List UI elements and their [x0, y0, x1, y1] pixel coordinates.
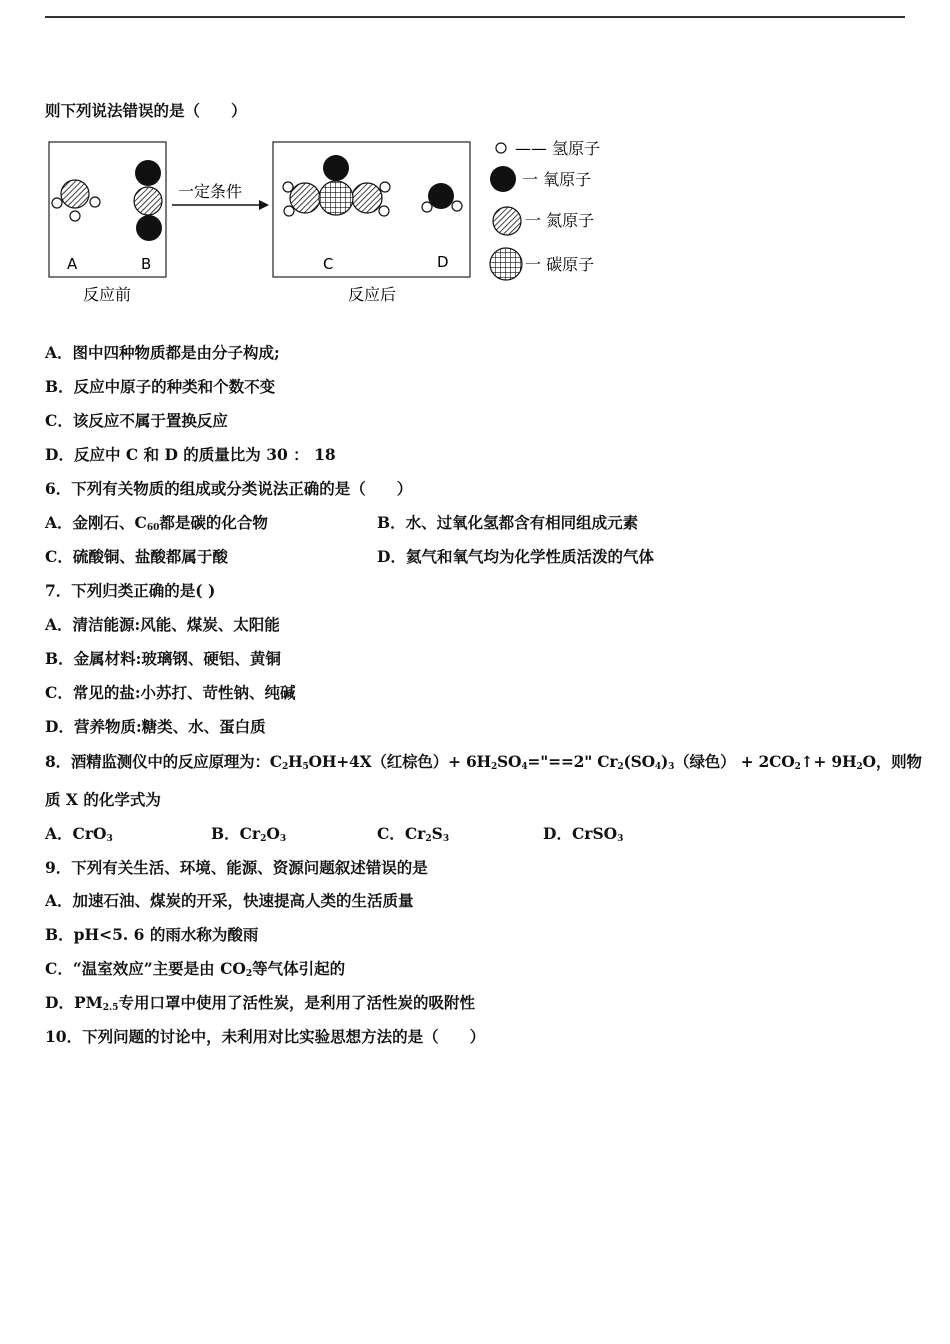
label-a: A	[67, 255, 78, 273]
q8-option-d: D．CrSO$_3$	[543, 824, 624, 844]
legend-nitrogen: 一 氮原子	[525, 211, 595, 230]
legend-oxygen: 一 氧原子	[522, 170, 592, 189]
header-rule	[45, 16, 905, 18]
q6-option-b: B．水、过氧化氢都含有相同组成元素	[377, 513, 639, 532]
q8-stem: 8．酒精监测仪中的反应原理为：$C_2H_5OH+4X$（红棕色）+ $6H_2SO_4="==2$" $Cr_2(SO_4)_3$（绿色） + $2CO_2↑+ 9H_2O$，则物	[45, 752, 922, 772]
q7-stem: 7．下列归类正确的是( )	[45, 581, 216, 600]
q9-option-c: C．“温室效应”主要是由 $CO_2$等气体引起的	[45, 959, 346, 979]
q5-option-b: B．反应中原子的种类和个数不变	[45, 377, 276, 396]
q8-option-b: B．$Cr_2O_3$	[211, 824, 287, 844]
q9-option-b: B．pH<5. 6 的雨水称为酸雨	[45, 925, 259, 944]
q9-option-a: A．加速石油、煤炭的开采，快速提高人类的生活质量	[45, 891, 414, 910]
q5-option-d: D．反应中 C 和 D 的质量比为 30 ： 18	[45, 445, 336, 464]
q7-option-d: D．营养物质:糖类、水、蛋白质	[45, 717, 266, 736]
molecule-a	[52, 180, 100, 221]
q7-option-a: A．清洁能源:风能、煤炭、太阳能	[45, 615, 280, 634]
q9-option-d: D．$PM_{2.5}$专用口罩中使用了活性炭，是利用了活性炭的吸附性	[45, 993, 475, 1013]
q5-option-c: C．该反应不属于置换反应	[45, 411, 228, 430]
q8-option-a: A．CrO$_3$	[45, 824, 113, 844]
arrow-text: 一定条件	[178, 182, 243, 201]
legend-carbon: 一 碳原子	[525, 255, 595, 274]
label-d: D	[437, 253, 449, 271]
label-b: B	[141, 255, 152, 273]
q8-option-c: C．$Cr_2S_3$	[377, 824, 450, 844]
q6-option-a: A．金刚石、$C_{60}$都是碳的化合物	[45, 513, 268, 533]
molecule-c	[283, 155, 390, 216]
label-c: C	[323, 255, 334, 273]
legend-hydrogen: —— 氢原子	[515, 139, 601, 158]
reaction-arrow	[259, 200, 269, 210]
q5-option-a: A．图中四种物质都是由分子构成;	[45, 343, 280, 362]
legend	[490, 139, 600, 280]
q6-option-d: D．氦气和氧气均为化学性质活泼的气体	[377, 547, 654, 566]
caption-before: 反应前	[83, 285, 132, 304]
q10-stem: 10．下列问题的讨论中，未利用对比实验思想方法的是（ ）	[45, 1027, 486, 1046]
reaction-diagram	[45, 132, 615, 312]
q9-stem: 9．下列有关生活、环境、能源、资源问题叙述错误的是	[45, 858, 428, 877]
q6-stem: 6．下列有关物质的组成或分类说法正确的是（ ）	[45, 479, 413, 498]
molecule-b	[134, 160, 162, 241]
q8-stem-line2: 质 X 的化学式为	[45, 790, 161, 809]
caption-after: 反应后	[348, 285, 397, 304]
q7-option-c: C．常见的盐:小苏打、苛性钠、纯碱	[45, 683, 296, 702]
intro-text: 则下列说法错误的是（ ）	[45, 101, 247, 120]
molecule-d	[422, 183, 462, 212]
q7-option-b: B．金属材料:玻璃钢、硬铝、黄铜	[45, 649, 281, 668]
q6-option-c: C．硫酸铜、盐酸都属于酸	[45, 547, 228, 566]
